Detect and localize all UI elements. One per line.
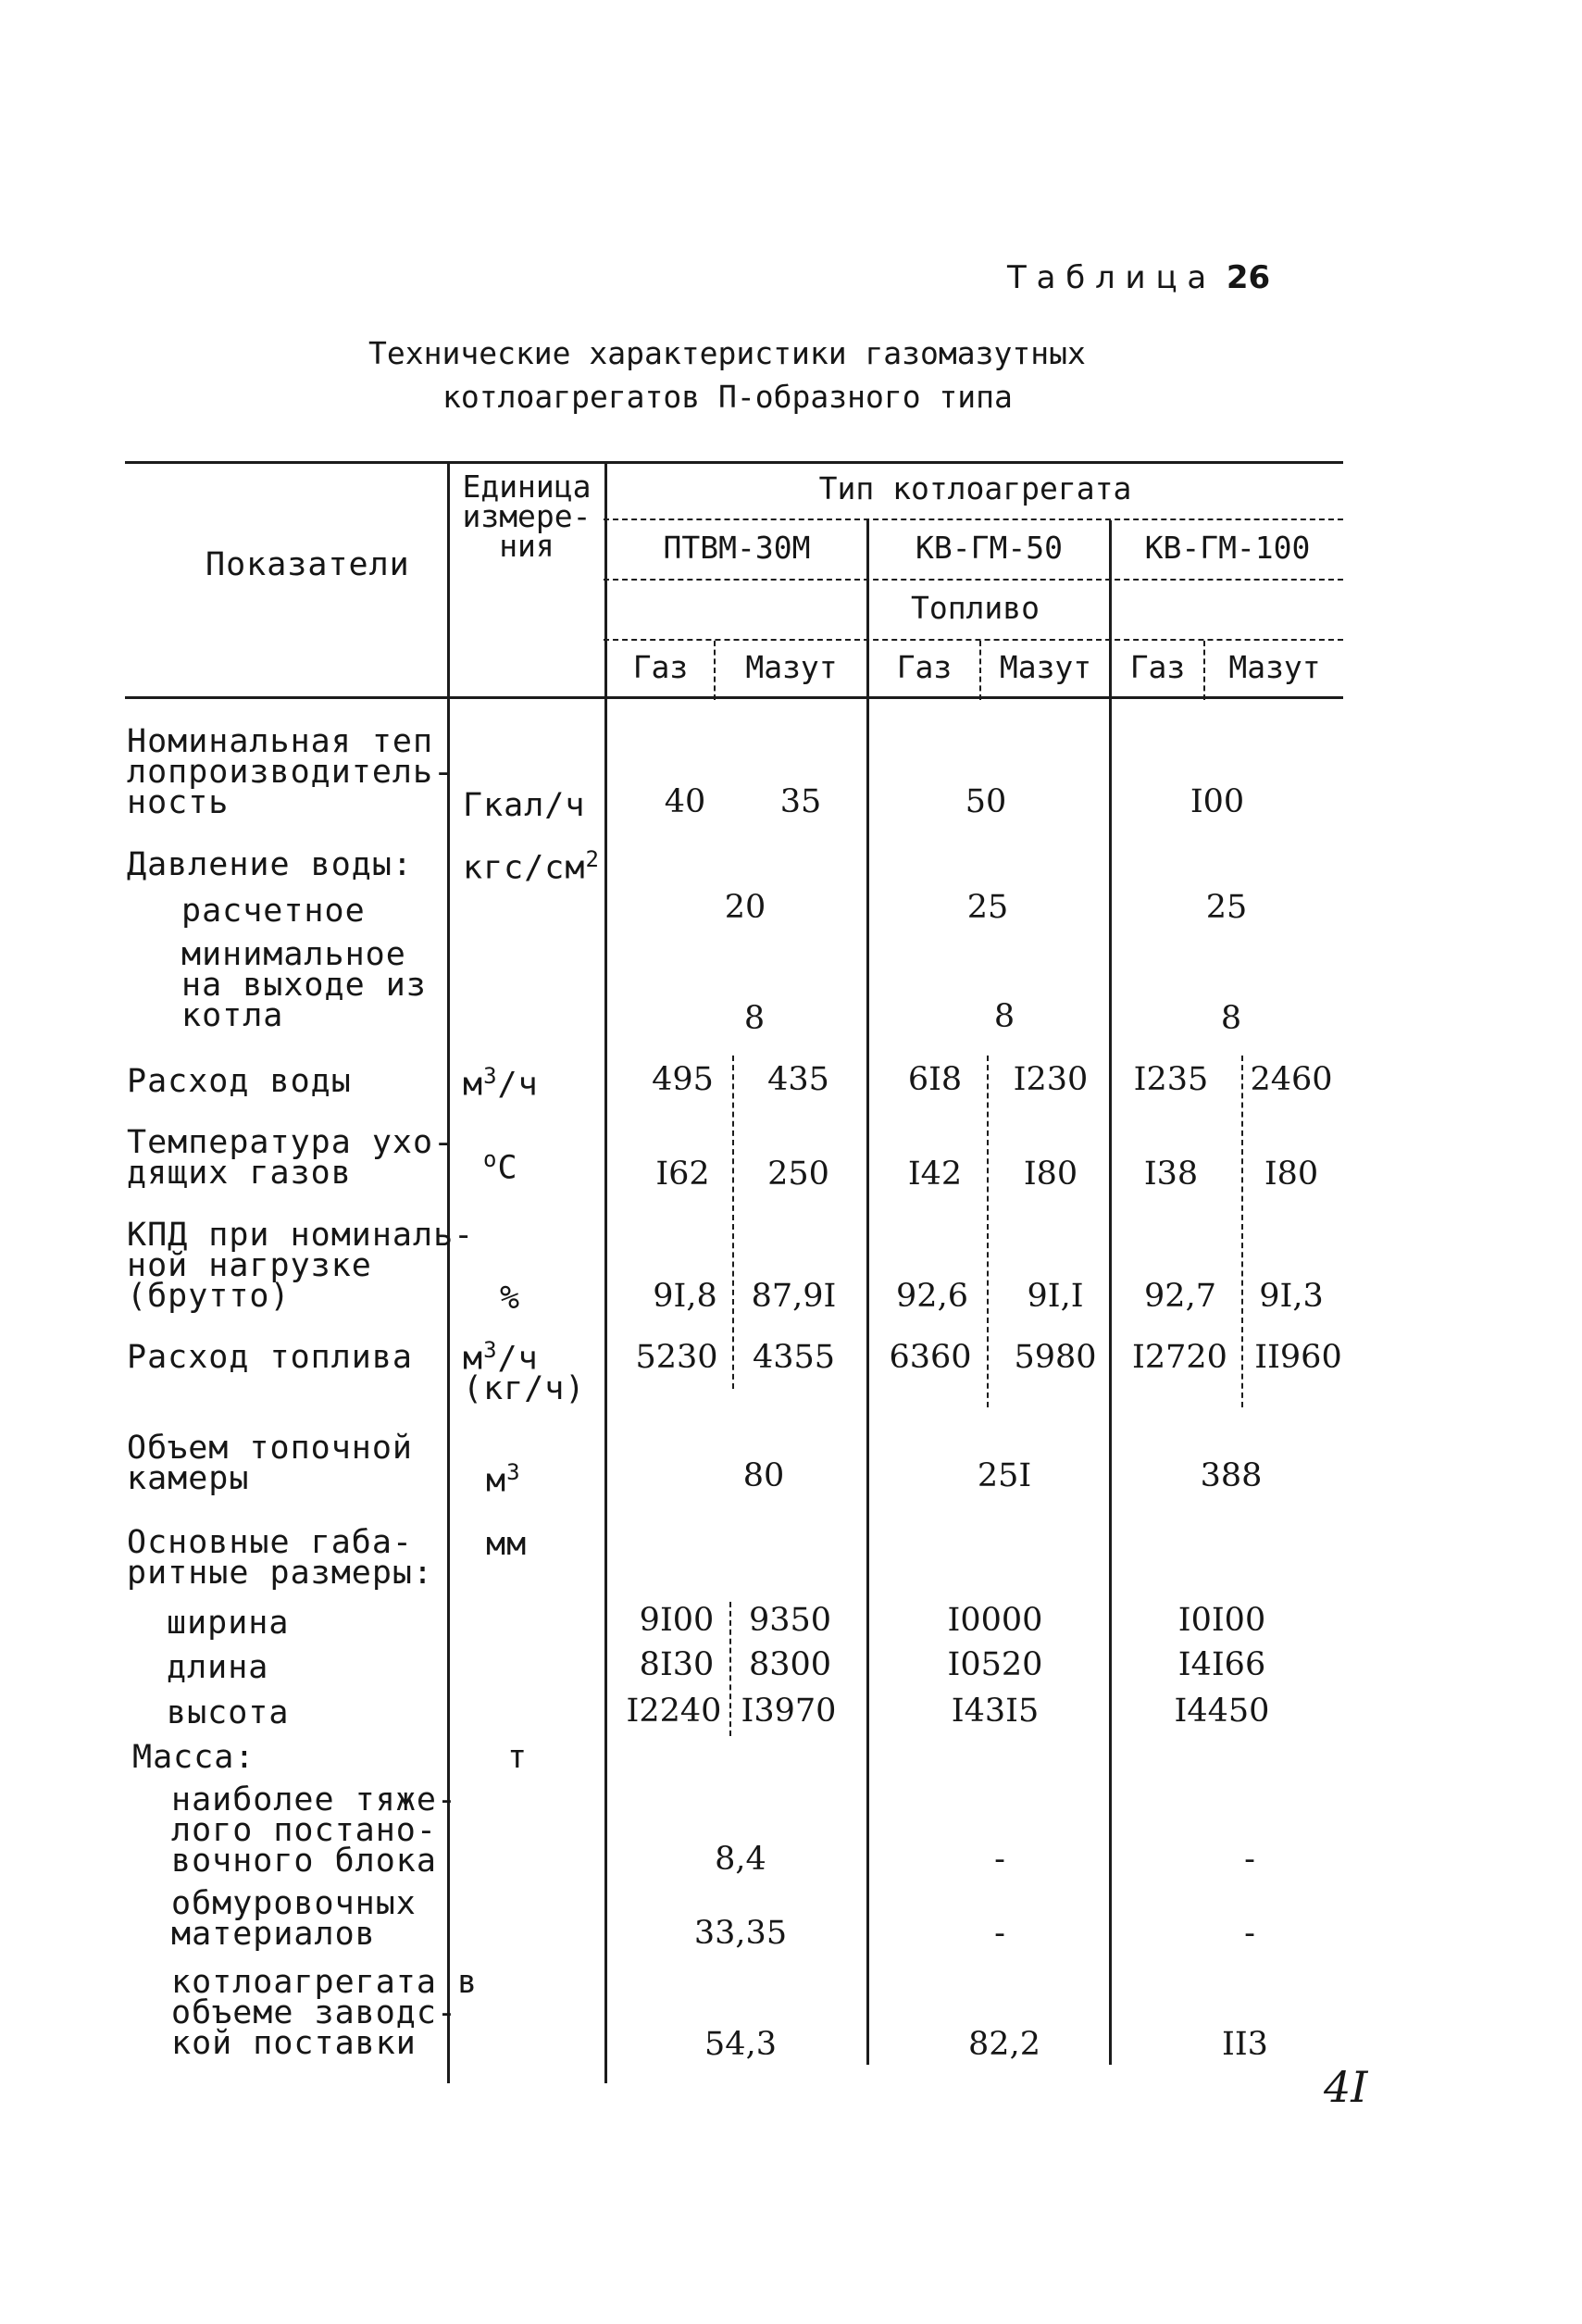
- unit-fuel-consumption-mass: (кг/ч): [463, 1370, 586, 1407]
- value-divider-3: [1241, 1056, 1243, 1407]
- fuel-gas-2: Газ: [896, 649, 953, 685]
- row-label-factory-supply: котлоагрегата в объеме заводс- кой поставки: [171, 1964, 479, 2062]
- title-line-2: котлоагрегатов П-образного типа: [442, 379, 1013, 415]
- width-ptvm-gas: 9I00: [639, 1602, 715, 1639]
- row-label-furnace-volume: Объем топочной камеры: [127, 1430, 414, 1497]
- flue-temp-kv50-mazut: I80: [1023, 1156, 1078, 1193]
- efficiency-kv100-mazut: 9I,3: [1259, 1278, 1324, 1315]
- efficiency-ptvm-gas: 9I,8: [653, 1278, 717, 1315]
- row-label-heaviest-block: наиболее тяже- лого постано- вочного блока: [171, 1781, 458, 1880]
- fuel-divider-1: [714, 641, 716, 700]
- table-number: 26: [1226, 259, 1271, 296]
- water-flow-kv50-gas: 6I8: [907, 1061, 963, 1098]
- factory-supply-kv50: 82,2: [968, 2026, 1040, 2063]
- title-line-1: Технические характеристики газомазутных: [368, 335, 1086, 371]
- lining-materials-kv50: -: [994, 1915, 1005, 1952]
- unit-flue-temp-sup: о: [483, 1146, 498, 1172]
- heat-output-ptvm-mazut: 35: [779, 783, 822, 820]
- water-flow-ptvm-gas: 495: [652, 1061, 714, 1098]
- header-rule-2: [604, 579, 1343, 581]
- water-flow-kv50-mazut: I230: [1013, 1061, 1089, 1098]
- water-flow-kv100-gas: I235: [1133, 1061, 1209, 1098]
- flue-temp-ptvm-gas: I62: [655, 1156, 710, 1193]
- unit-water-pressure: кгс/$см^2$: [463, 846, 600, 887]
- unit-water-flow: $м^3/ч$: [463, 1063, 539, 1104]
- unit-water-pressure-sup: 2: [585, 846, 600, 872]
- row-label-dimensions: Основные габа- ритные размеры:: [127, 1524, 434, 1592]
- water-flow-ptvm-mazut: 435: [767, 1061, 829, 1098]
- unit-furnace-volume: $м^3$: [486, 1459, 521, 1500]
- row-label-fuel-consumption: Расход топлива: [127, 1339, 414, 1376]
- row-label-efficiency: КПД при номиналь- ной нагрузке (брутто): [127, 1217, 475, 1315]
- unit-flue-temp: $^о$С: [483, 1146, 518, 1187]
- fuel-consumption-kv50-gas: 6360: [889, 1339, 972, 1376]
- value-divider-1-a: [732, 1056, 734, 1389]
- table-top-rule: [125, 461, 1343, 464]
- model-kv-gm-100: КВ-ГМ-100: [1144, 530, 1311, 566]
- fuel-divider-2: [979, 641, 981, 700]
- width-kv100: I0I00: [1177, 1602, 1266, 1639]
- unit-water-flow-sup: 3: [483, 1063, 498, 1089]
- fuel-consumption-kv100-mazut: II960: [1254, 1339, 1342, 1376]
- fuel-gas-1: Газ: [632, 649, 689, 685]
- factory-supply-kv100: II3: [1222, 2026, 1268, 2063]
- fuel-mazut-3: Мазут: [1228, 649, 1321, 685]
- heat-output-ptvm-gas: 40: [664, 783, 706, 820]
- min-pressure-kv50: 8: [993, 998, 1015, 1035]
- height-kv50: I43I5: [951, 1693, 1040, 1730]
- table-label: Т а б л и ц а 26: [1007, 259, 1271, 296]
- model-kv-gm-50: КВ-ГМ-50: [916, 530, 1063, 566]
- unit-fuel-consumption-sup: 3: [483, 1337, 498, 1363]
- flue-temp-kv100-mazut: I80: [1264, 1156, 1319, 1193]
- furnace-volume-kv100: 388: [1200, 1457, 1263, 1494]
- heaviest-block-kv50: -: [994, 1841, 1005, 1878]
- row-label-width: ширина: [167, 1605, 290, 1642]
- unit-fuel-consumption: $м^3/ч$: [463, 1337, 539, 1378]
- indicators-header: Показатели: [206, 546, 410, 583]
- fuel-mazut-1: Мазут: [745, 649, 838, 685]
- height-kv100: I4450: [1174, 1693, 1270, 1730]
- heaviest-block-kv100: -: [1244, 1841, 1255, 1878]
- unit-column-divider: [604, 463, 607, 2083]
- water-flow-kv100-mazut: 2460: [1250, 1061, 1333, 1098]
- row-label-mass: Масса:: [132, 1739, 255, 1776]
- width-kv50: I0000: [947, 1602, 1043, 1639]
- fuel-consumption-ptvm-gas: 5230: [635, 1339, 718, 1376]
- length-ptvm-gas: 8I30: [639, 1646, 715, 1683]
- header-bottom-rule: [125, 696, 1343, 699]
- unit-dimensions: мм: [486, 1526, 528, 1563]
- design-pressure-kv100: 25: [1205, 889, 1248, 926]
- heaviest-block-ptvm: 8,4: [715, 1841, 766, 1878]
- length-ptvm-mazut: 8300: [748, 1646, 832, 1683]
- unit-efficiency: %: [500, 1280, 521, 1317]
- row-label-flue-temp: Температура ухо- дящих газов: [127, 1124, 455, 1192]
- length-kv50: I0520: [947, 1646, 1043, 1683]
- row-label-min-pressure: минимальное на выходе из котла: [181, 936, 427, 1034]
- height-ptvm-mazut: I3970: [741, 1693, 837, 1730]
- efficiency-kv50-gas: 92,6: [896, 1278, 968, 1315]
- fuel-gas-3: Газ: [1129, 649, 1186, 685]
- header-rule-1: [604, 519, 1343, 520]
- model-ptvm-30m: ПТВМ-30М: [663, 530, 811, 566]
- row-label-water-pressure: Давление воды:: [127, 846, 414, 883]
- unit-furnace-volume-sup: 3: [506, 1459, 521, 1485]
- row-label-water-flow: Расход воды: [127, 1063, 352, 1100]
- efficiency-kv50-mazut: 9I,I: [1027, 1278, 1084, 1315]
- boiler-type-header: Тип котлоагрегата: [818, 470, 1132, 506]
- value-divider-1-b: [729, 1602, 731, 1736]
- efficiency-kv100-gas: 92,7: [1144, 1278, 1216, 1315]
- efficiency-ptvm-mazut: 87,9I: [751, 1278, 837, 1315]
- value-divider-2: [987, 1056, 989, 1407]
- row-label-design-pressure: расчетное: [181, 893, 366, 930]
- lining-materials-ptvm: 33,35: [693, 1915, 788, 1952]
- unit-mass: т: [507, 1739, 529, 1776]
- unit-header: Единица измере- ния: [462, 469, 592, 564]
- design-pressure-kv50: 25: [966, 889, 1009, 926]
- lining-materials-kv100: -: [1244, 1915, 1255, 1952]
- row-label-length: длина: [167, 1649, 269, 1686]
- fuel-divider-3: [1203, 641, 1205, 700]
- flue-temp-kv50-gas: I42: [907, 1156, 963, 1193]
- min-pressure-ptvm: 8: [743, 1000, 766, 1037]
- fuel-consumption-kv50-mazut: 5980: [1014, 1339, 1097, 1376]
- model1-model2-divider: [866, 520, 869, 2065]
- flue-temp-kv100-gas: I38: [1143, 1156, 1199, 1193]
- fuel-consumption-ptvm-mazut: 4355: [752, 1339, 836, 1376]
- min-pressure-kv100: 8: [1220, 1000, 1242, 1037]
- furnace-volume-ptvm: 80: [742, 1457, 785, 1494]
- page-number: 4I: [1324, 2062, 1368, 2112]
- row-label-height: высота: [167, 1694, 290, 1731]
- furnace-volume-kv50: 25I: [977, 1457, 1032, 1494]
- fuel-mazut-2: Мазут: [999, 649, 1092, 685]
- flue-temp-ptvm-mazut: 250: [767, 1156, 829, 1193]
- fuel-consumption-kv100-gas: I2720: [1132, 1339, 1227, 1376]
- unit-heat-output: Гкал/ч: [463, 787, 586, 824]
- heat-output-kv50: 50: [965, 783, 1007, 820]
- row-label-lining-materials: обмуровочных материалов: [171, 1885, 417, 1953]
- length-kv100: I4I66: [1177, 1646, 1266, 1683]
- factory-supply-ptvm: 54,3: [704, 2026, 777, 2063]
- heat-output-kv100: I00: [1190, 783, 1245, 820]
- height-ptvm-gas: I2240: [626, 1693, 722, 1730]
- row-label-heat-output: Номинальная теп лопроизводитель- ность: [127, 723, 455, 821]
- width-ptvm-mazut: 9350: [748, 1602, 832, 1639]
- design-pressure-ptvm: 20: [724, 889, 766, 926]
- fuel-header: Топливо: [910, 590, 1040, 626]
- model2-model3-divider: [1109, 520, 1112, 2065]
